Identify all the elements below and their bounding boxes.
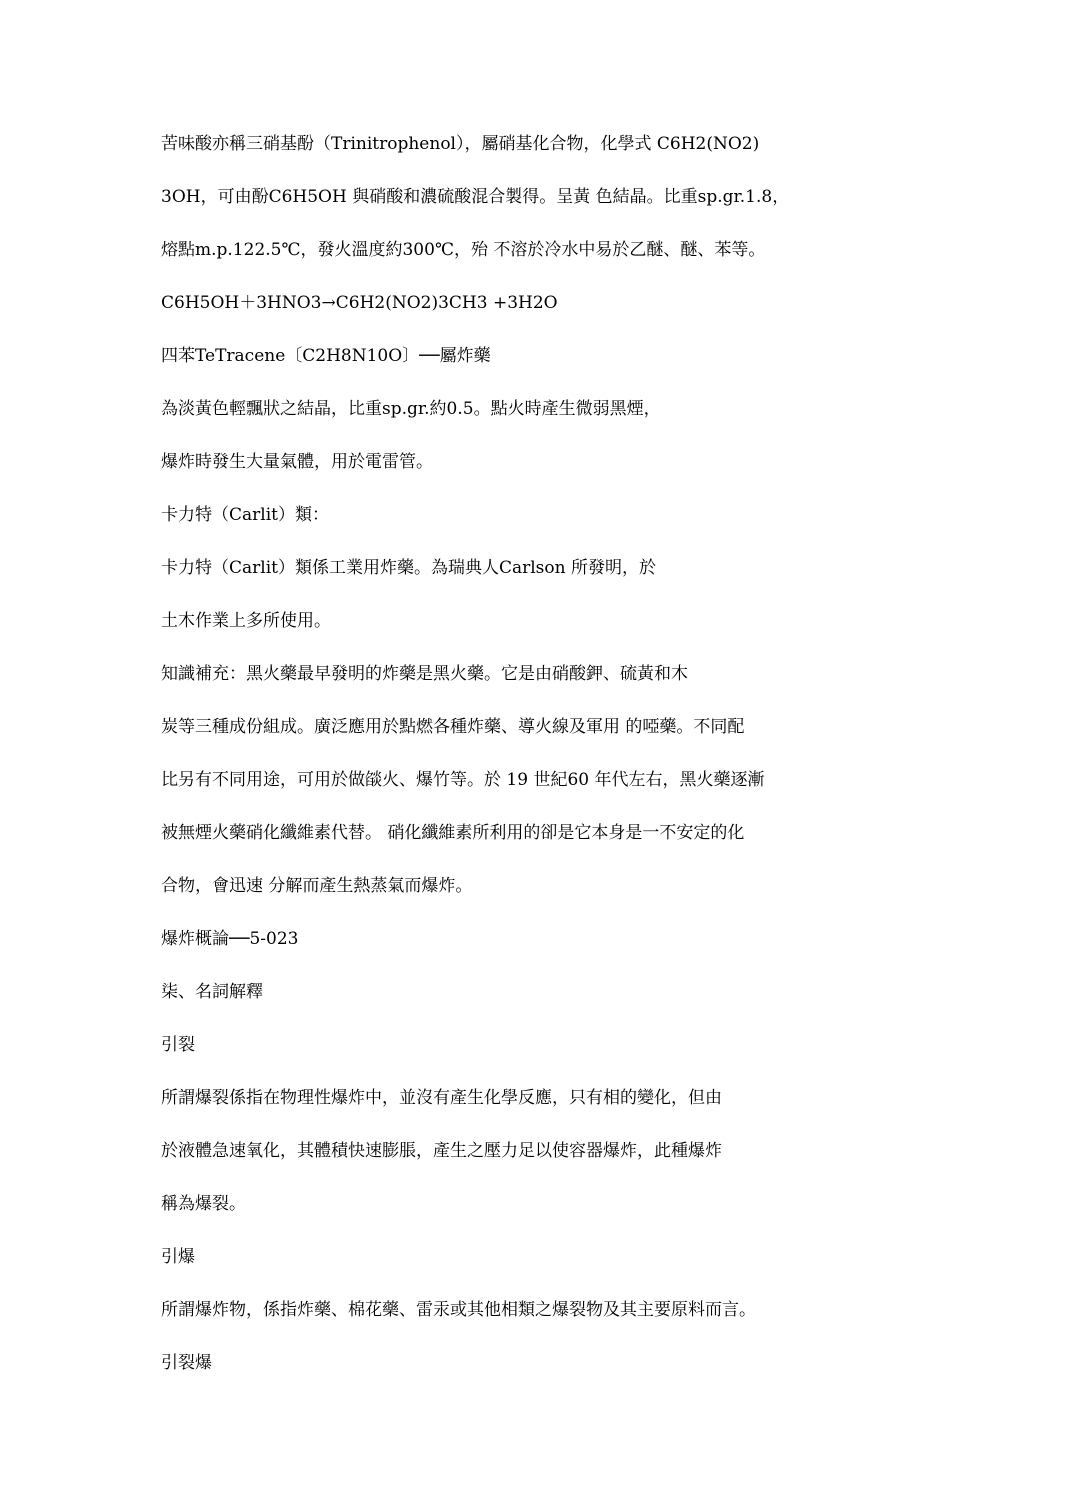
paragraph-line: 熔點m.p.122.5℃，發火溫度約300℃，殆 不溶於冷水中易於乙醚、醚、苯等。 [161,240,766,260]
paragraph-line: 被無煙火藥硝化纖維素代替。 硝化纖維素所利用的卻是它本身是一不安定的化 [161,823,745,843]
paragraph-line: 合物，會迅速 分解而產生熱蒸氣而爆炸。 [161,876,473,896]
formula-line: C6H5OH＋3HNO3→C6H2(NO2)3CH3 +3H2O [161,293,558,313]
paragraph-line: 3OH，可由酚C6H5OH 與硝酸和濃硫酸混合製得。呈黃 色結晶。比重sp.gr.1.8， [161,187,790,207]
term-heading: 引裂 [161,1035,195,1055]
section-heading: 四苯TeTracene〔C2H8N10O〕──屬炸藥 [161,346,491,366]
paragraph-line: 為淡黃色輕飄狀之結晶，比重sp.gr.約0.5。點火時產生微弱黑煙， [161,399,661,419]
paragraph-line: 所謂爆炸物，係指炸藥、棉花藥、雷汞或其他相類之爆裂物及其主要原料而言。 [161,1300,756,1320]
paragraph-line: 知識補充：黑火藥最早發明的炸藥是黑火藥。它是由硝酸鉀、硫黃和木 [161,664,688,684]
paragraph-line: 炭等三種成份組成。廣泛應用於點燃各種炸藥、導火線及軍用 的啞藥。不同配 [161,717,745,737]
paragraph-line: 苦味酸亦稱三硝基酚（Trinitrophenol），屬硝基化合物，化學式 C6H2(NO2) [161,134,760,154]
paragraph-line: 所謂爆裂係指在物理性爆炸中，並沒有產生化學反應，只有相的變化，但由 [161,1088,722,1108]
paragraph-line: 比另有不同用途，可用於做燄火、爆竹等。於 19 世紀60 年代左右，黑火藥逐漸 [161,770,765,790]
paragraph-line: 稱為爆裂。 [161,1194,246,1214]
term-heading: 引爆 [161,1247,195,1267]
section-heading: 柒、名詞解釋 [161,982,263,1002]
paragraph-line: 爆炸時發生大量氣體，用於電雷管。 [161,452,433,472]
term-heading: 引裂爆 [161,1353,212,1373]
section-heading: 卡力特（Carlit）類： [161,505,329,525]
paragraph-line: 卡力特（Carlit）類係工業用炸藥。為瑞典人Carlson 所發明，於 [161,558,656,578]
section-heading: 爆炸概論──5-023 [161,929,299,949]
paragraph-line: 於液體急速氧化，其體積快速膨脹，產生之壓力足以使容器爆炸，此種爆炸 [161,1141,722,1161]
paragraph-line: 土木作業上多所使用。 [161,611,331,631]
